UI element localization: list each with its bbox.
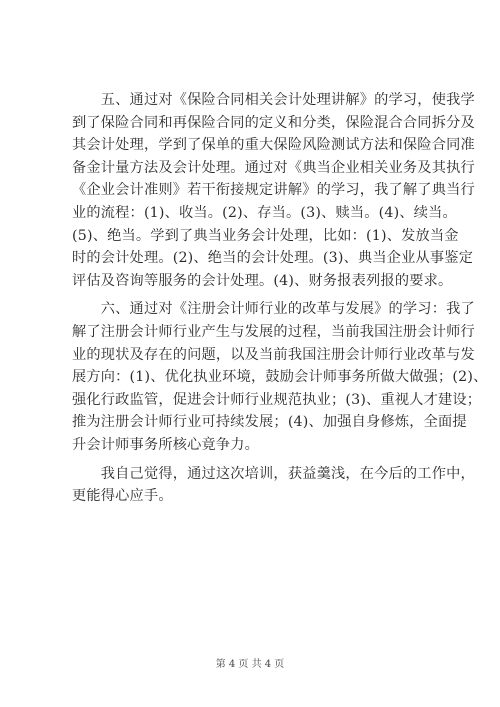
text-line: 备金计量方法及会计处理。通过对《典当企业相关业务及其执行: [72, 159, 475, 176]
document-body: [72, 89, 488, 508]
paragraph-six: [72, 298, 488, 456]
text-line: 业的流程：(1)、收当。(2)、存当。(3)、赎当。(4)、续当。: [72, 204, 457, 221]
text-line: 业的现状及存在的问题，以及当前我国注册会计师行业改革与发: [72, 346, 475, 363]
text-line: 升会计师事务所核心竟争力。: [72, 436, 260, 453]
text-line: (5)、绝当。学到了典当业务会计处理，比如：(1)、发放当金: [72, 227, 459, 244]
text-line: 时的会计处理。(2)、绝当的会计处理。(3)、典当企业从事鉴定: [72, 250, 474, 267]
text-line: 五、通过对《保险合同相关会计处理讲解》的学习，使我学: [72, 92, 475, 108]
text-line: 评估及咨询等服务的会计处理。(4)、财务报表列报的要求。: [72, 272, 453, 289]
text-line: 其会计处理，学到了保单的重大保险风险测试方法和保险合同准: [72, 137, 475, 154]
text-line: 六、通过对《注册会计师行业的改革与发展》的学习：我了: [72, 301, 475, 318]
text-line: 《企业会计准则》若干衔接规定讲解》的学习，我了解了典当行: [72, 182, 475, 199]
text-line: 解了注册会计师行业产生与发展的过程，当前我国注册会计师行: [72, 323, 475, 340]
page-footer: 第 4 页 共 4 页: [215, 659, 285, 670]
paragraph-five: [72, 89, 475, 292]
text-line: 展方向：(1)、优化执业环境，鼓励会计师事务所做大做强；(2)、: [72, 369, 488, 386]
text-line: 更能得心应手。: [72, 488, 173, 505]
text-line: 到了保险合同和再保险合同的定义和分类，保险混合合同拆分及: [72, 114, 475, 131]
paragraph-conclusion: [72, 463, 475, 508]
text-line: 推为注册会计师行业可持续发展；(4)、加强自身修炼，全面提: [72, 414, 467, 431]
text-line: 强化行政监管，促进会计师行业规范执业；(3)、重视人才建设；: [72, 391, 482, 408]
text-line: 我自己觉得，通过这次培训，获益羹浅，在今后的工作中，: [72, 465, 475, 482]
